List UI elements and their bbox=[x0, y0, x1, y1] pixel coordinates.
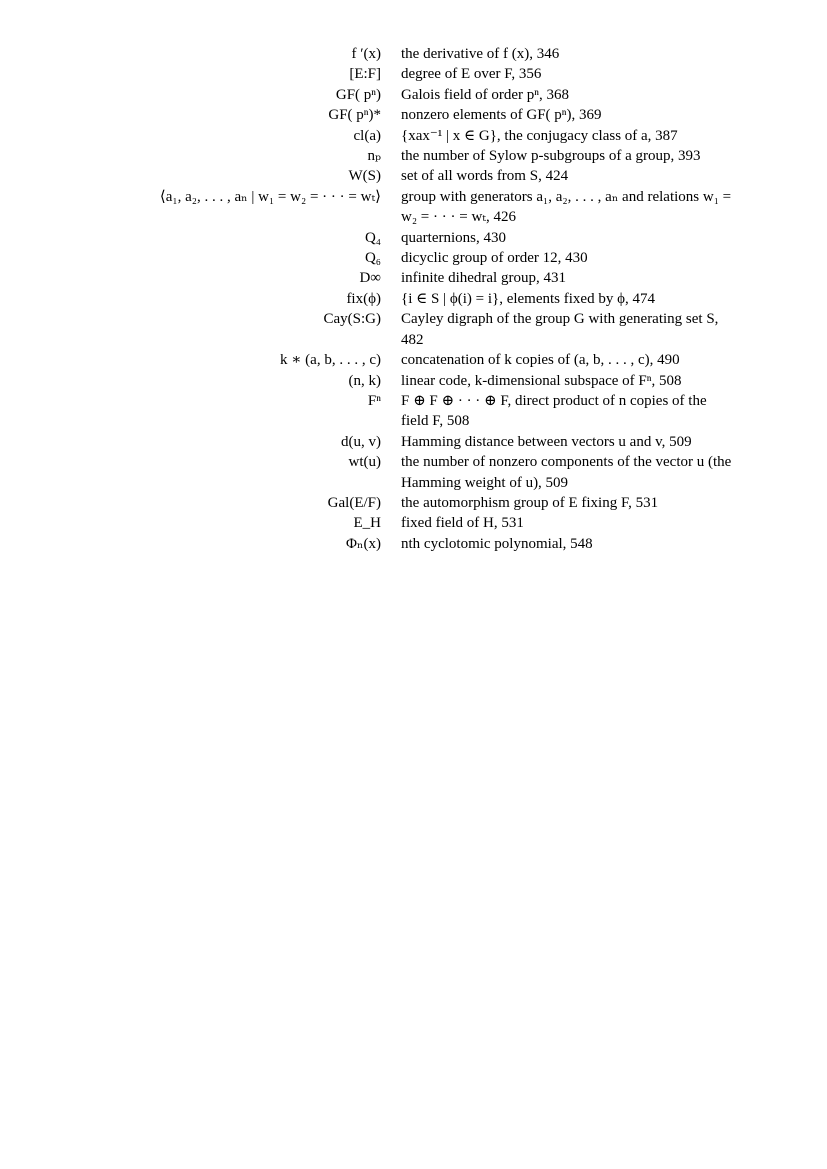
notation-description: the derivative of f (x), 346 bbox=[401, 46, 560, 62]
notation-symbol: D∞ bbox=[359, 270, 381, 287]
list-item bbox=[0, 371, 827, 391]
notation-description: degree of E over F, 356 bbox=[401, 66, 542, 83]
notation-symbol: Q₄ bbox=[364, 229, 381, 246]
notation-symbol: (n, k) bbox=[348, 372, 381, 389]
notation-description: dicyclic group of order 12, 430 bbox=[401, 250, 588, 267]
notation-symbol: GF( pⁿ) bbox=[335, 86, 381, 103]
list-item bbox=[0, 126, 827, 146]
notation-symbol: nₚ bbox=[367, 148, 381, 165]
notation-symbol: Gal(E/F) bbox=[327, 494, 381, 511]
list-item bbox=[0, 534, 827, 554]
notation-description: {xax⁻¹ | x ∈ G}, the conjugacy class of a, 387 bbox=[401, 127, 678, 144]
list-item bbox=[0, 391, 827, 432]
notation-description: nonzero elements of GF( pⁿ), 369 bbox=[401, 107, 602, 124]
notation-description: the automorphism group of E fixing F, 531 bbox=[401, 494, 659, 511]
notation-symbol: cl(a) bbox=[353, 127, 381, 144]
notation-symbol: k ∗ (a, b, . . . , c) bbox=[279, 352, 381, 369]
notation-symbol: Cay(S:G) bbox=[323, 311, 381, 328]
notation-list bbox=[0, 44, 827, 554]
list-item bbox=[0, 248, 827, 268]
list-item bbox=[0, 289, 827, 309]
notation-description: fixed field of H, 531 bbox=[401, 515, 524, 532]
notation-description: F ⊕ F ⊕ · · · ⊕ F, direct product of n copies of the field F, 508 bbox=[401, 392, 707, 430]
list-item bbox=[0, 513, 827, 533]
notation-symbol: fix(ϕ) bbox=[346, 290, 381, 307]
list-item bbox=[0, 146, 827, 166]
notation-description: {i ∈ S | ϕ(i) = i}, elements fixed by ϕ, 474 bbox=[401, 290, 655, 307]
notation-description: the number of Sylow p-subgroups of a group, 393 bbox=[401, 148, 701, 165]
notation-symbol: E_H bbox=[353, 515, 381, 532]
notation-description: Cayley digraph of the group G with generating set S, 482 bbox=[401, 311, 719, 348]
list-item bbox=[0, 166, 827, 186]
notation-description: group with generators a₁, a₂, . . . , aₙ and relations w₁ = w₂ = · · · = wₜ, 426 bbox=[401, 188, 732, 226]
list-item bbox=[0, 105, 827, 125]
list-item bbox=[0, 309, 827, 350]
notation-symbol: Fⁿ bbox=[367, 392, 381, 409]
list-item bbox=[0, 85, 827, 105]
notation-description: nth cyclotomic polynomial, 548 bbox=[401, 535, 593, 552]
notation-symbol: GF( pⁿ)* bbox=[328, 107, 381, 124]
list-item bbox=[0, 350, 827, 370]
list-item bbox=[0, 493, 827, 513]
list-item bbox=[0, 452, 827, 493]
notation-description: concatenation of k copies of (a, b, . . . , c), 490 bbox=[401, 352, 680, 369]
notation-symbol: wt(u) bbox=[348, 454, 381, 471]
notation-symbol: Φₙ(x) bbox=[346, 535, 381, 552]
list-item bbox=[0, 228, 827, 248]
notation-description: quarternions, 430 bbox=[401, 229, 506, 246]
list-item bbox=[0, 44, 827, 64]
list-item bbox=[0, 187, 827, 228]
list-item bbox=[0, 268, 827, 288]
list-item bbox=[0, 64, 827, 84]
notation-description: infinite dihedral group, 431 bbox=[401, 270, 566, 287]
notation-symbol: f ′(x) bbox=[351, 46, 381, 62]
notation-symbol: W(S) bbox=[348, 168, 381, 185]
notation-description: linear code, k-dimensional subspace of Fⁿ, 508 bbox=[401, 372, 682, 389]
notation-symbol: d(u, v) bbox=[341, 433, 381, 450]
list-item bbox=[0, 432, 827, 452]
notation-symbol: [E:F] bbox=[349, 66, 381, 83]
notation-description: Hamming distance between vectors u and v, 509 bbox=[401, 433, 692, 450]
notation-description: set of all words from S, 424 bbox=[401, 168, 569, 185]
notation-description: the number of nonzero components of the vector u (the Hamming weight of u), 509 bbox=[401, 454, 732, 491]
notation-description: Galois field of order pⁿ, 368 bbox=[401, 86, 570, 103]
notation-symbol: ⟨a₁, a₂, . . . , aₙ | w₁ = w₂ = · · · = wₜ⟩ bbox=[159, 188, 381, 205]
notation-symbol: Q₆ bbox=[364, 250, 381, 267]
